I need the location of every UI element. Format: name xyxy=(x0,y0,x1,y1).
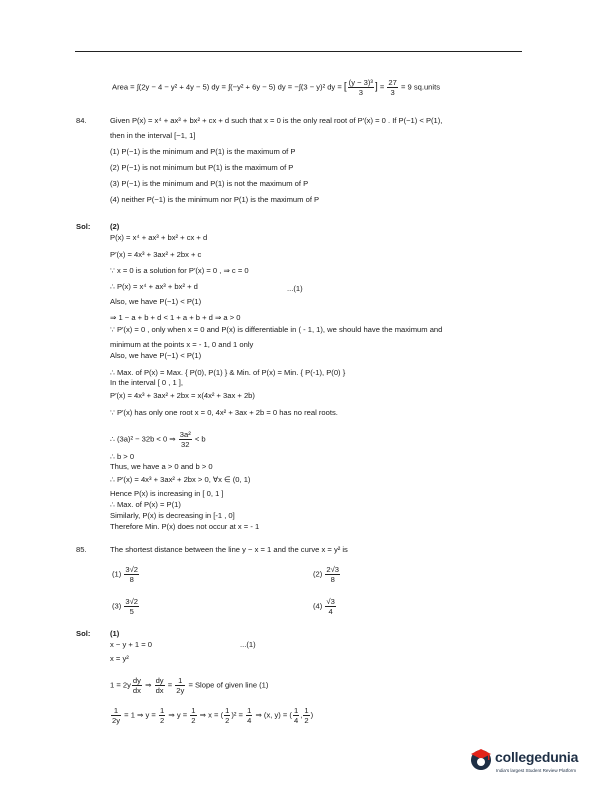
bracket-close: ] xyxy=(374,81,378,93)
q84-stem-1: Given P(x) = x⁴ + ax³ + bx² + cx + d such that x = 0 is the only real root of P′(x) = 0 . If P(−1) < P(1), xyxy=(110,116,443,125)
q85-option-3: (3) $\frac{3√2}{5}$ xyxy=(112,597,139,616)
sol84-line-9: Also, we have P(−1) < P(1) xyxy=(110,351,202,360)
sol84-line-1: P(x) = x⁴ + ax³ + bx² + cx + d xyxy=(110,233,208,242)
q85-option-3-fraction: $\frac{3√2}{5}$ xyxy=(125,597,139,616)
sol84-line-4: ∴ P(x) = x⁴ + ax³ + bx² + d xyxy=(110,282,198,291)
sol85-answer: (1) xyxy=(110,629,120,638)
sol84-line-4-ref: ...(1) xyxy=(287,284,303,293)
area-label: Area = xyxy=(112,82,135,92)
q84-stem-2: then in the interval [−1, 1] xyxy=(110,131,196,140)
sol85-frac-dydx-1: $\frac{dy}{dx}$ xyxy=(132,676,141,695)
q85-option-4-fraction: $\frac{√3}{4}$ xyxy=(326,597,335,616)
sol84-line-8: minimum at the points x = - 1, 0 and 1 only xyxy=(110,340,254,349)
bracket-fraction: $\frac{\text{(y − 3)³}}{3}$ xyxy=(348,78,373,97)
logo-tagline: India's largest Student Review Platform xyxy=(496,768,577,773)
q85-option-1: (1) $\frac{3√2}{8}$ xyxy=(112,565,139,584)
sol84-line-11: In the interval [ 0 , 1 ], xyxy=(110,378,184,387)
q84-option-3: (3) P(−1) is the minimum and P(1) is not the maximum of P xyxy=(110,179,309,188)
area-result: = 9 sq.units xyxy=(400,82,441,92)
sol84-line-2: P′(x) = 4x³ + 3ax² + 2bx + c xyxy=(110,250,202,259)
sol84-line-15: ∴ b > 0 xyxy=(110,452,135,461)
sol84-line-13: ∵ P′(x) has only one root x = 0, 4x² + 3ax + 2b = 0 has no real roots. xyxy=(110,408,338,417)
collegedunia-logo[interactable] xyxy=(466,743,606,783)
solution-label-85: Sol: xyxy=(76,629,91,638)
sol84-line-14: ∴ (3a)² − 32b < 0 ⇒ $\frac{\text{3a²}}{32}$ < b xyxy=(110,430,206,449)
sol84-line-18: Hence P(x) is increasing in [ 0, 1 ] xyxy=(110,489,224,498)
sol85-frac-dydx-2: $\frac{dy}{dx}$ xyxy=(155,676,164,695)
sol84-line-6: ⇒ 1 − a + b + d < 1 + a + b + d ⇒ a > 0 xyxy=(110,313,241,322)
sol84-fraction: $\frac{\text{3a²}}{32}$ xyxy=(179,430,191,449)
sol84-line-19: ∴ Max. of P(x) = P(1) xyxy=(110,500,181,509)
sol85-line-2: x = y² xyxy=(110,654,129,663)
sol85-l4-frac-1: $\frac{1}{2y}$ xyxy=(112,706,121,725)
sol84-line-7: ∵ P′(x) = 0 , only when x = 0 and P(x) is differentiable in ( - 1, 1), we should have the maximum and xyxy=(110,325,443,334)
question-number-84: 84. xyxy=(76,116,87,125)
q85-option-4: (4) $\frac{√3}{4}$ xyxy=(313,597,335,616)
sol84-answer: (2) xyxy=(110,222,120,231)
sol85-l4-frac-2: $\frac{1}{2}$ xyxy=(159,706,165,725)
sol85-l4-frac-3: $\frac{1}{2}$ xyxy=(191,706,196,725)
solution-label-84: Sol: xyxy=(76,222,91,231)
q85-option-2: (2) $\frac{2√3}{8}$ xyxy=(313,565,340,584)
sol85-line-3: 1 = 2y $\frac{dy}{dx}$ ⇒ $\frac{dy}{dx}$ = $\frac{1}{2y}$ = Slope of given line (1) xyxy=(110,676,269,695)
sol85-l4-frac-7: $\frac{1}{2}$ xyxy=(304,706,309,725)
question-number-85: 85. xyxy=(76,545,87,554)
sol85-line-4: $\frac{1}{2y}$ = 1 ⇒ y = $\frac{1}{2}$ ⇒ y = $\frac{1}{2}$ ⇒ x = ( $\frac{1}{2}$ )² = $\frac{1}{4}$ ⇒ (x, y) = ( $\frac{1}{4}$ , $\frac{1}{2}$ ) xyxy=(112,706,314,725)
sol84-line-16: Thus, we have a > 0 and b > 0 xyxy=(110,462,213,471)
q84-option-4: (4) neither P(−1) is the minimum nor P(1) is the maximum of P xyxy=(110,195,320,204)
sol85-l4-frac-5: $\frac{1}{4}$ xyxy=(247,706,252,725)
sol84-line-10: ∴ Max. of P(x) = Max. { P(0), P(1) } & Min. of P(x) = Min. { P(-1), P(0) } xyxy=(110,368,346,377)
area-integral-1: ∫(2y − 4 − y² + 4y − 5) dy xyxy=(136,82,220,92)
sol84-line-5: Also, we have P(−1) < P(1) xyxy=(110,297,202,306)
sol84-line-20: Similarly, P(x) is decreasing in [-1 , 0] xyxy=(110,511,235,520)
area-fraction: $\frac{27}{3}$ xyxy=(388,78,397,97)
q84-option-2: (2) P(−1) is not minimum but P(1) is the maximum of P xyxy=(110,163,294,172)
sol85-line-1: x − y + 1 = 0 xyxy=(110,640,153,649)
sol85-frac-1-2y: $\frac{1}{2y}$ xyxy=(176,676,185,695)
sol85-l4-frac-4: $\frac{1}{2}$ xyxy=(225,706,230,725)
q85-stem: The shortest distance between the line y − x = 1 and the curve x = y² is xyxy=(110,545,348,554)
q85-option-2-fraction: $\frac{2√3}{8}$ xyxy=(326,565,340,584)
sol84-line-12: P′(x) = 4x³ + 3ax² + 2bx = x(4x² + 3ax + 2b) xyxy=(110,391,255,400)
sol84-line-17: ∴ P′(x) = 4x³ + 3ax² + 2bx > 0, ∀x ∈ (0, 1) xyxy=(110,475,251,484)
graduation-cap-icon xyxy=(470,745,492,771)
logo-name: collegedunia xyxy=(495,749,579,765)
area-equation: Area = ∫(2y − 4 − y² + 4y − 5) dy = ∫(−y² + 6y − 5) dy = −∫(3 − y)² dy = [ $\frac{\text{(y − 3)³}}{3}$ ] = $\frac{27}{3}$ = 9 sq.units xyxy=(112,78,441,97)
area-integral-2: ∫(−y² + 6y − 5) dy xyxy=(228,82,286,92)
sol84-line-3: ∵ x = 0 is a solution for P′(x) = 0 , ⇒ c = 0 xyxy=(110,266,249,275)
q84-option-1: (1) P(−1) is the minimum and P(1) is the maximum of P xyxy=(110,147,296,156)
sol85-line-1-ref: ...(1) xyxy=(240,640,256,649)
area-integral-3: −∫(3 − y)² dy xyxy=(294,82,336,92)
sol85-l4-frac-6: $\frac{1}{4}$ xyxy=(293,706,299,725)
q85-option-1-fraction: $\frac{3√2}{8}$ xyxy=(125,565,139,584)
header-rule xyxy=(75,51,522,52)
sol84-line-21: Therefore Min. P(x) does not occur at x = - 1 xyxy=(110,522,260,531)
bracket-open: [ xyxy=(343,81,347,93)
